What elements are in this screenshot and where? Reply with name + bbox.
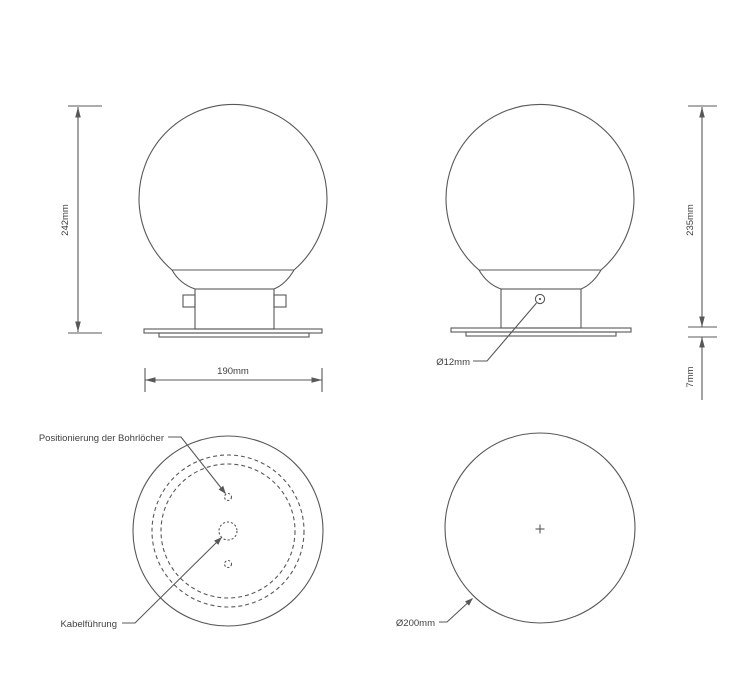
leader-plate-diameter — [396, 599, 473, 630]
globe-neck-left — [172, 270, 195, 289]
dim-arrow-right — [312, 377, 323, 383]
body-height-label: 235mm — [685, 204, 696, 236]
side-hole-diameter-label: Ø12mm — [436, 357, 470, 368]
mounting-plate-lip — [466, 332, 616, 336]
globe-neck-right — [581, 270, 601, 289]
latch-tab-right — [274, 295, 286, 307]
leader-cable-entry — [60, 538, 221, 631]
leader-line — [122, 538, 222, 624]
base-width-label: 190mm — [217, 366, 249, 377]
cable-entry-label: Kabelführung — [60, 619, 117, 630]
globe-neck-left — [479, 270, 501, 289]
globe-neck-right — [274, 270, 294, 289]
drill-holes-label: Positionierung der Bohrlöcher — [38, 433, 164, 444]
view-front-elevation — [60, 104, 327, 392]
dim-arrow-down — [699, 317, 705, 328]
dim-arrow-up — [699, 107, 705, 118]
mounting-plate-lip — [159, 333, 309, 337]
cable-entry-hole — [219, 522, 237, 540]
base-cylinder — [195, 289, 274, 329]
dimension-body-height — [685, 106, 717, 327]
overall-height-label: 242mm — [60, 204, 71, 236]
dim-arrow-left — [145, 377, 156, 383]
plate-diameter-label: Ø200mm — [395, 618, 435, 629]
dim-arrow-down — [75, 322, 81, 333]
leader-drill-holes — [39, 433, 226, 494]
drill-hole-top — [225, 494, 232, 501]
globe-outline — [446, 104, 634, 270]
side-screw-hole-center — [539, 298, 541, 300]
dimension-overall-height — [60, 106, 102, 333]
globe-outline — [139, 104, 327, 270]
latch-tab-left — [183, 295, 195, 307]
dimension-base-width — [145, 366, 322, 392]
view-plate-bottom — [396, 433, 635, 629]
view-side-elevation — [436, 104, 717, 400]
mounting-plate — [144, 329, 322, 333]
view-plate-top — [39, 433, 323, 630]
drill-hole-bottom — [225, 561, 232, 568]
dim-arrow-up — [75, 107, 81, 118]
dimension-plate-thickness — [685, 337, 717, 400]
mounting-plate — [451, 328, 631, 332]
plate-thickness-label: 7mm — [685, 366, 696, 388]
leader-line — [439, 599, 473, 623]
